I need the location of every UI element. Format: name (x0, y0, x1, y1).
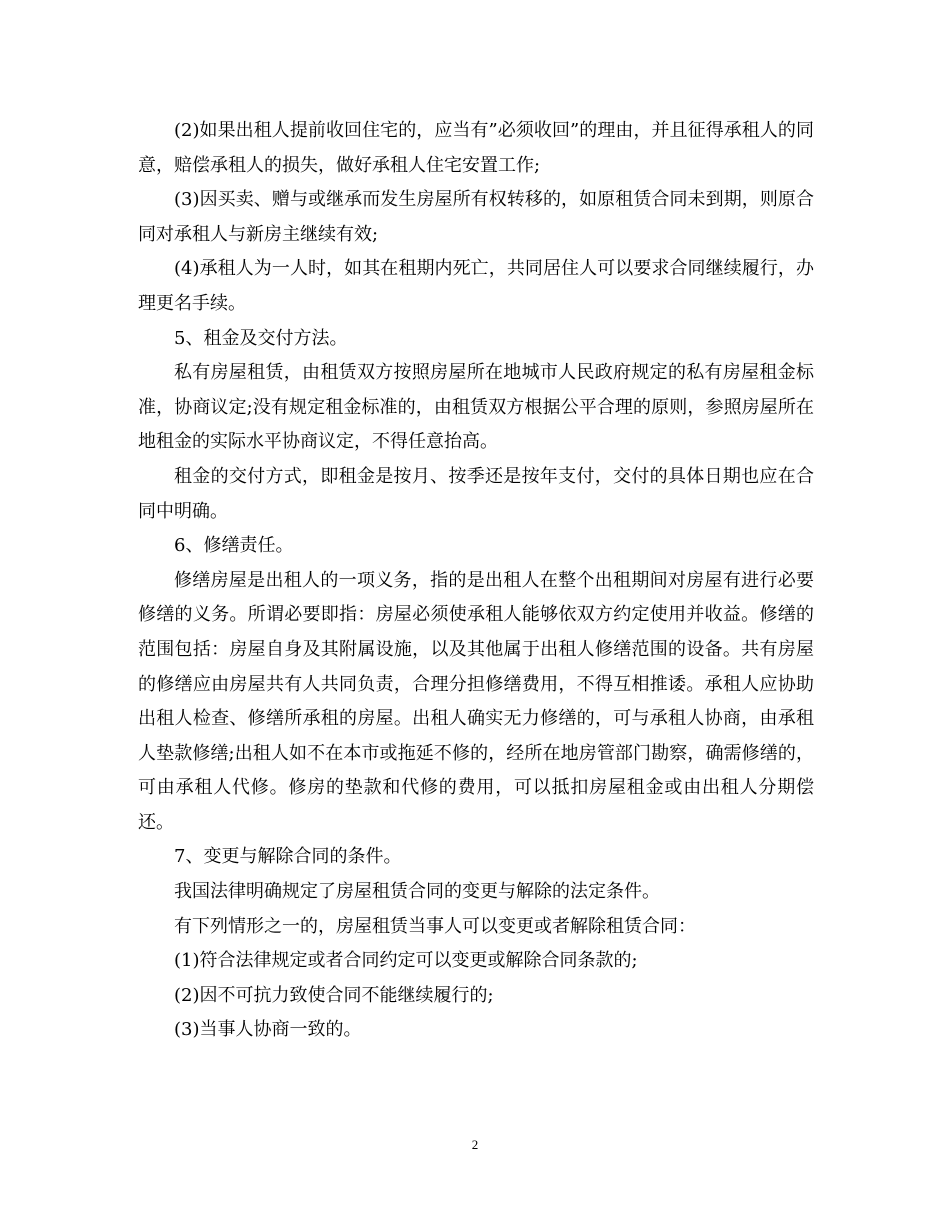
list-item-condition-3: (3)当事人协商一致的。 (174, 1019, 362, 1041)
paragraph-rent-payment-method: 租金的交付方式，即租金是按月、按季还是按年支付，交付的具体日期也应在合同中明确。 (138, 465, 814, 522)
document-body (138, 114, 814, 1048)
section-heading-change-termination: 7、变更与解除合同的条件。 (174, 846, 402, 868)
section-heading-rent-payment: 5、租金及交付方法。 (174, 327, 348, 349)
section-heading-repair-responsibility: 6、修缮责任。 (174, 535, 294, 557)
paragraph-legal-conditions: 我国法律明确规定了房屋租赁合同的变更与解除的法定条件。 (174, 881, 660, 903)
paragraph-clause-2-early-repossession: (2)如果出租人提前收回住宅的，应当有”必须收回”的理由，并且征得承租人的同意，赔偿承租人的损失，做好承租人住宅安置工作; (138, 120, 814, 176)
paragraph-clause-4-tenant-death: (4)承租人为一人时，如其在租期内死亡，共同居住人可以要求合同继续履行，办理更名手续。 (138, 258, 814, 314)
paragraph-private-rent-standard: 私有房屋租赁，由租赁双方按照房屋所在地城市人民政府规定的私有房屋租金标准，协商议定;没有规定租金标准的，由租赁双方根据公平合理的原则，参照房屋所在地租金的实际水平协商议定，不得任意抬高。 (138, 362, 814, 453)
page-number: 2 (471, 1137, 479, 1152)
list-item-condition-1: (1)符合法律规定或者合同约定可以变更或解除合同条款的; (174, 950, 638, 972)
list-item-condition-2: (2)因不可抗力致使合同不能继续履行的; (174, 984, 494, 1006)
paragraph-repair-obligation: 修缮房屋是出租人的一项义务，指的是出租人在整个出租期间对房屋有进行必要修缮的义务。所谓必要即指：房屋必须使承租人能够依双方约定使用并收益。修缮的范围包括：房屋自身及其附属设施，以及其他属于出租人修缮范围的设备。共有房屋的修缮应由房屋共有人共同负责，合理分担修缮费用，不得互相推诿。承租人应协助出租人检查、修缮所承租的房屋。出租人确实无力修缮的，可与承租人协商，由承租人垫款修缮;出租人如不在本市或拖延不修的，经所在地房管部门勘察，确需修缮的，可由承租人代修。修房的垫款和代修的费用，可以抵扣房屋租金或由出租人分期偿还。 (138, 569, 814, 833)
paragraph-clause-3-ownership-transfer: (3)因买卖、赠与或继承而发生房屋所有权转移的，如原租赁合同未到期，则原合同对承租人与新房主继续有效; (138, 189, 814, 245)
paragraph-situations-intro: 有下列情形之一的，房屋租赁当事人可以变更或者解除租赁合同： (174, 915, 696, 937)
